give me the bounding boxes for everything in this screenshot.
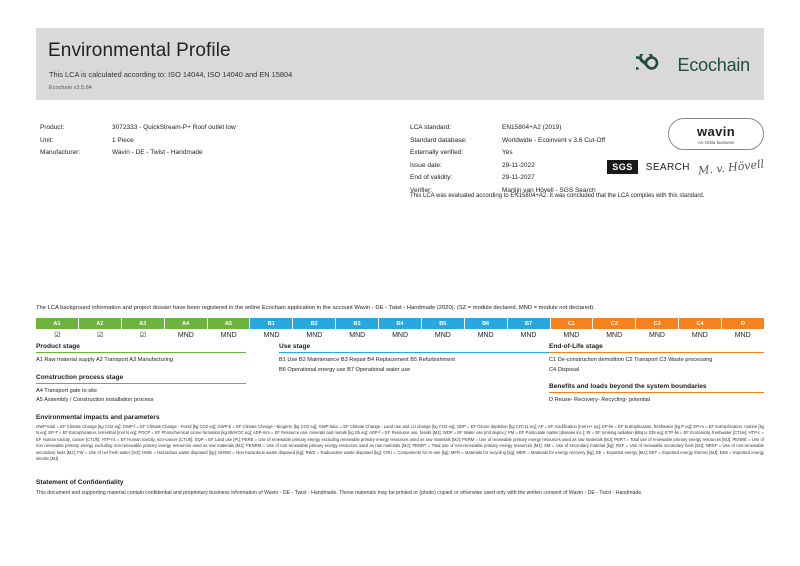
meta-value: 3072333 - QuickStream-P+ Roof outlet low xyxy=(112,124,236,131)
module-status-cell: MND xyxy=(507,329,550,341)
meta-value: Wavin - DE - Twist - Handmade xyxy=(112,149,203,156)
meta-label: Issue date: xyxy=(410,161,442,169)
module-code-cell: B3 xyxy=(336,318,379,329)
search-wordmark: SEARCH xyxy=(645,161,690,173)
meta-value: 1 Piece xyxy=(112,136,134,144)
module-code-cell: C2 xyxy=(593,318,636,329)
module-code-cell: C4 xyxy=(679,318,722,329)
module-code-cell: A3 xyxy=(122,318,165,329)
meta-value: Martijn van Hövell - SGS Search xyxy=(502,186,596,194)
module-code-cell: B2 xyxy=(293,318,336,329)
use-stage-line: B6 Operational energy use B7 Operational water use xyxy=(279,366,411,373)
module-status-cell: MND xyxy=(636,329,679,341)
module-code-cell: B5 xyxy=(422,318,465,329)
ecochain-wordmark: Ecochain xyxy=(677,55,750,75)
eol-stage-column xyxy=(549,343,764,406)
module-code-cell: B1 xyxy=(250,318,293,329)
impacts-abbreviations: GWP-total = EF Climate Change [kg CO2 eq]; GWP-f = EF Climate Change - Fossil [kg CO2 eq]; GWP-b = EF Climate Change - Biogenic [kg CO2 eq]; GWP-luluc = EF Climate Change - Land use and LU change [kg CO2 eq]; ODP = EF Ozone depletion [kg CFC11 eq]; AP = EF Acidification [mol H+ eq]; EP-fw = EF Eutrophication, freshwater [kg P eq]; EP-m = EF Eutrophication, marine [kg N eq]; EP-T = EF Eutrophication, terrestrial [mol N eq]; POCP = EF Photochemical ozone formation [kg NMVOC eq]; ADP-mm = EF Resource use, minerals and metals [kg Sb eq]; ADP-f = EF Resource use, fossils [MJ]; WDP = EF Water use [m3 depriv.]; PM = EF Particulate matter [disease inc.]; IR = EF Ionising radiation [kBq U-235 eq]; ETP-fw = EF Ecotoxicity, freshwater [CTUe]; HTP-c = EF Human toxicity, cancer [CTUh]; HTP-nc = EF Human toxicity, non-cancer [CTUh]; SQP = EF Land use [Pt]; PERE = Use of renewable primary energy excluding renewable primary energy resources used as raw materials [MJ]; PERM = Use of renewable primary energy resources used as raw materials [MJ]; PERT = Total use of renewable primary energy resources [MJ]; PENRE = Use of non renewable primary energy excluding non-renewable primary energy resources used as raw materials [MJ]; PENRM = Use of non-renewable primary energy resources used as raw materials [MJ]; PENRT = Total use of non-renewable primary energy resources [MJ]; SM = Use of secondary material [kg]; RSF = Use of renewable secondary fuels [MJ]; NRSF = Use of non-renewable secondary fuels [MJ]; FW = Use of net fresh water [m3]; HWD = Hazardous waste disposed [kg]; NHWD = Non-hazardous waste disposed [kg]; RWD = Radioactive waste disposed [kg]; CRU = Components for re-use [kg]; MFR = Materials for recycling [kg]; MER = Materials for energy recovery [kg]; EE = Exported energy [MJ]; EET = Exported energy thermic [MJ]; EEE = Exported energy electric [MJ] xyxy=(36,424,764,462)
module-code-cell: B6 xyxy=(465,318,508,329)
construction-stage-line: A5 Assembly / Construction installation process xyxy=(36,397,154,403)
confidentiality-section xyxy=(36,479,764,497)
document-header xyxy=(36,28,764,100)
benefits-line: D Reuse- Recovery- Recycling- potential xyxy=(549,397,651,403)
module-status-cell: ☑ xyxy=(36,329,79,341)
use-stage-title: Use stage xyxy=(279,343,569,353)
meta-row xyxy=(410,147,605,160)
product-stage-title: Product stage xyxy=(36,343,246,353)
meta-label: Externally verified: xyxy=(410,149,464,156)
meta-row xyxy=(410,172,605,185)
meta-row xyxy=(410,160,605,173)
confidentiality-title: Statement of Confidentiality xyxy=(36,479,124,486)
meta-label: Product: xyxy=(40,124,65,131)
module-code-cell: B7 xyxy=(508,318,551,329)
meta-row xyxy=(410,122,605,135)
module-status-cell: MND xyxy=(164,329,207,341)
registration-note: The LCA background information and project dossier have been registered in the online Ecochain application in the account Wavin - DE - Twist - Handmade (2020). (SZ = module declared, MND = module not declared). xyxy=(36,305,595,311)
meta-row xyxy=(40,122,236,135)
construction-stage-title: Construction process stage xyxy=(36,374,246,384)
module-code-cell: A1 xyxy=(36,318,79,329)
meta-row xyxy=(40,147,236,160)
module-status-cell: MND xyxy=(593,329,636,341)
benefits-title: Benefits and loads beyond the system boundaries xyxy=(549,383,764,393)
meta-row xyxy=(410,135,605,148)
certification-marks xyxy=(607,157,765,177)
module-status-cell: ☑ xyxy=(79,329,122,341)
environmental-impacts-section xyxy=(36,414,764,462)
meta-label: End of validity: xyxy=(410,174,453,181)
meta-value: EN15804+A2 (2019) xyxy=(502,124,562,131)
meta-label: Standard database: xyxy=(410,136,467,144)
construction-stage-line: A4 Transport gate to site xyxy=(36,387,97,394)
module-code-row xyxy=(36,318,764,329)
meta-label: Verifier: xyxy=(410,186,433,194)
module-code-cell: C3 xyxy=(636,318,679,329)
module-status-cell: MND xyxy=(550,329,593,341)
module-status-cell: MND xyxy=(336,329,379,341)
module-status-cell: MND xyxy=(464,329,507,341)
benefits-block xyxy=(549,383,764,406)
module-status-row xyxy=(36,329,764,341)
module-status-cell: MND xyxy=(678,329,721,341)
infinity-icon xyxy=(636,54,670,77)
module-status-cell: MND xyxy=(207,329,250,341)
meta-value: Yes xyxy=(502,149,513,156)
use-stage-column xyxy=(279,343,569,375)
verifier-signature: M. v. Hövell xyxy=(697,157,765,177)
construction-stage-block xyxy=(36,374,246,406)
module-table xyxy=(36,318,764,341)
product-meta-left xyxy=(40,122,236,160)
eol-stage-line: C1 De-construction demolition C2 Transport C3 Waste processing xyxy=(549,357,713,363)
meta-label: LCA standard: xyxy=(410,124,452,131)
wavin-wordmark: wavin xyxy=(696,123,736,139)
page-title: Environmental Profile xyxy=(48,40,231,61)
module-code-cell: A2 xyxy=(79,318,122,329)
wavin-tagline: An Orbia business xyxy=(698,139,734,145)
product-meta-right xyxy=(410,122,605,197)
product-stage-column xyxy=(36,343,246,406)
module-status-cell: MND xyxy=(421,329,464,341)
module-status-cell: MND xyxy=(250,329,293,341)
module-code-cell: B4 xyxy=(379,318,422,329)
compliance-note: This LCA was evaluated according to EN15804+A2. It was concluded that the LCA complies with this standard. xyxy=(410,193,705,199)
eol-stage-title: End-of-Life stage xyxy=(549,343,764,353)
module-code-cell: D xyxy=(722,318,764,329)
confidentiality-body: This document and supporting material contain confidential and proprietary business information of Wavin - DE - Twist - Handmade. These materials may be printed or (photo) copied or otherwise used only with the written consent of Wavin - DE - Twist - Handmade. xyxy=(36,490,643,496)
module-code-cell: A5 xyxy=(208,318,251,329)
module-status-cell: MND xyxy=(293,329,336,341)
wavin-logo xyxy=(668,118,764,150)
meta-label: Unit: xyxy=(40,136,54,144)
meta-label: Manufacturer: xyxy=(40,149,81,156)
module-status-cell: ☑ xyxy=(122,329,165,341)
module-status-cell: MND xyxy=(721,329,764,341)
module-code-cell: C1 xyxy=(551,318,594,329)
meta-value: 29-11-2022 xyxy=(502,161,535,169)
meta-row xyxy=(40,135,236,148)
module-status-cell: MND xyxy=(379,329,422,341)
sgs-logo: SGS xyxy=(607,160,638,174)
meta-value: Worldwide - Ecoinvent v 3.6 Cut-Off xyxy=(502,136,606,144)
ecochain-logo xyxy=(636,54,750,77)
product-stage-line: A1 Raw material supply A2 Transport A3 Manufacturing xyxy=(36,357,174,363)
module-code-cell: A4 xyxy=(165,318,208,329)
ecochain-version: Ecochain v3.5.64 xyxy=(49,85,92,91)
use-stage-line: B1 Use B2 Maintenance B3 Repair B4 Replacement B5 Refurbishment xyxy=(279,357,455,363)
meta-value: 29-11-2027 xyxy=(502,174,535,181)
eol-stage-line: C4 Disposal xyxy=(549,366,580,373)
impacts-title: Environmental impacts and parameters xyxy=(36,414,160,421)
header-subtitle: This LCA is calculated according to: ISO 14044, ISO 14040 and EN 15804 xyxy=(49,70,293,79)
